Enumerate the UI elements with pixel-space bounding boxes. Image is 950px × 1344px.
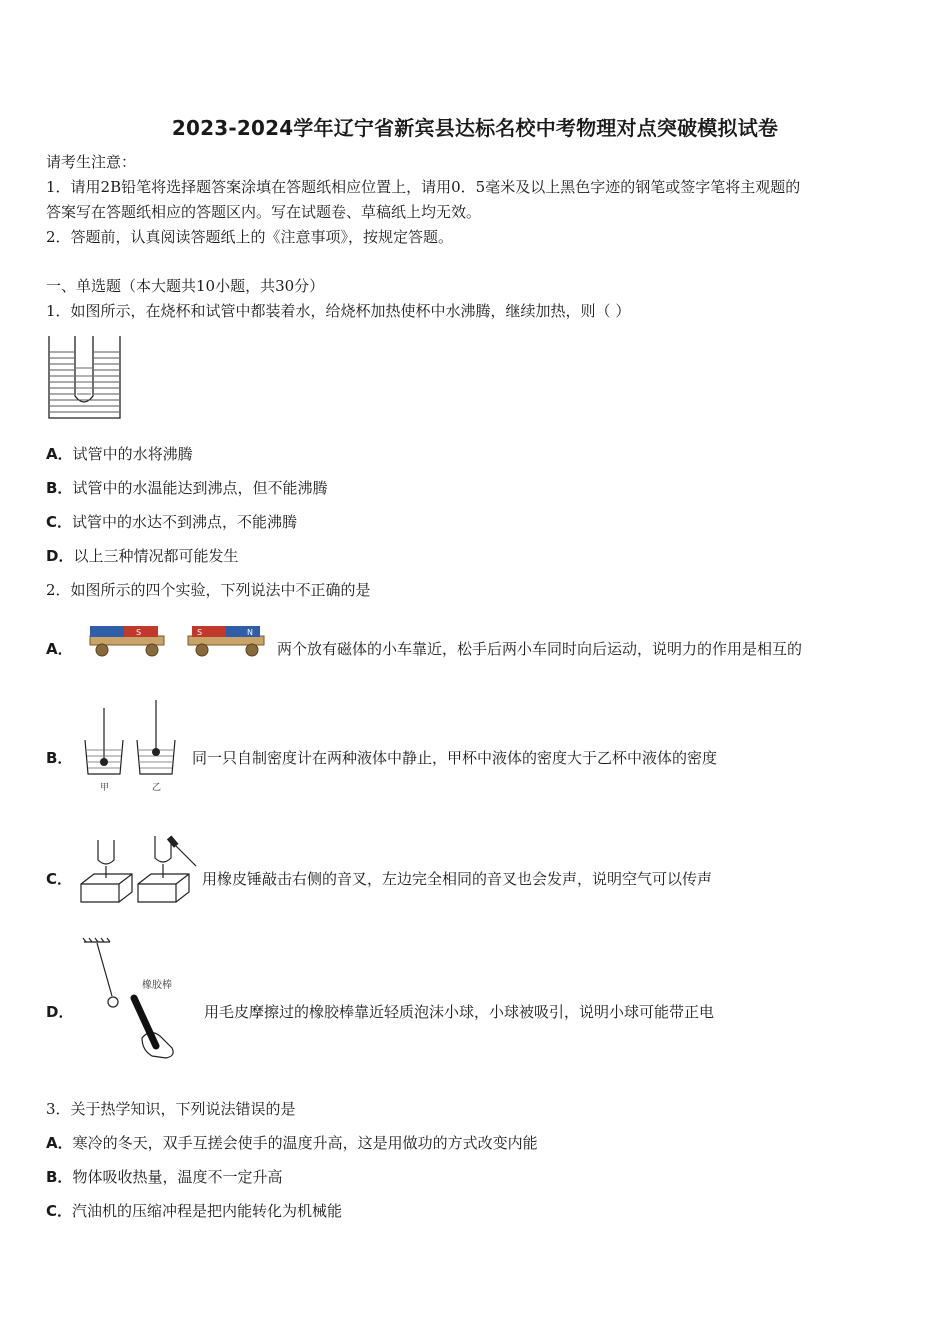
question-1-option-c[interactable]: [46, 512, 297, 532]
option-text: 试管中的水将沸腾: [72, 445, 193, 463]
option-text: 汽油机的压缩冲程是把内能转化为机械能: [72, 1202, 343, 1220]
option-letter: C．: [46, 513, 73, 531]
option-letter: C．: [46, 870, 73, 888]
notice-heading: 请考生注意：: [46, 153, 137, 171]
right-cart: [188, 626, 264, 656]
notice-item-1-line-1: 1．请用2B铅笔将选择题答案涂填在答题纸相应位置上，请用0．5毫米及以上黑色字迹的钢笔或签字笔将主观题的: [46, 178, 801, 196]
hydrometer-cups-figure: [80, 698, 190, 794]
option-letter: A．: [46, 640, 73, 658]
notice-item-1-line-2: 答案写在答题纸相应的答题区内。写在试题卷、草稿纸上均无效。: [46, 203, 482, 221]
question-1-stem: 1．如图所示，在烧杯和试管中都装着水，给烧杯加热使杯中水沸腾，继续加热，则（ ）: [46, 302, 631, 320]
tuning-forks-figure: [78, 832, 200, 904]
option-text: 物体吸收热量，温度不一定升高: [72, 1168, 283, 1186]
magnet-carts-figure: [84, 620, 274, 662]
rubber-rod-figure: [80, 936, 200, 1064]
question-3-option-b[interactable]: [46, 1167, 282, 1187]
left-magnet-s-label: S: [136, 628, 142, 637]
question-1-option-b[interactable]: [46, 478, 327, 498]
question-2-option-b-letter[interactable]: [46, 748, 72, 768]
question-2-option-d-letter[interactable]: [46, 1002, 73, 1022]
question-1-option-a[interactable]: [46, 444, 193, 464]
option-letter: A．: [46, 445, 73, 463]
question-2-option-a[interactable]: 两个放有磁体的小车靠近，松手后两小车同时向后运动，说明力的作用是相互的: [277, 640, 803, 658]
question-2-option-d[interactable]: 用毛皮摩擦过的橡胶棒靠近轻质泡沫小球，小球被吸引，说明小球可能带正电: [204, 1003, 715, 1021]
question-1-option-d[interactable]: [46, 546, 238, 566]
right-magnet-n-label: N: [247, 628, 253, 637]
section-heading: 一、单选题（本大题共10小题，共30分）: [46, 277, 325, 295]
question-3-stem: 3．关于热学知识，下列说法错误的是: [46, 1100, 296, 1118]
option-letter: C．: [46, 1202, 73, 1220]
option-text: 试管中的水温能达到沸点，但不能沸腾: [72, 479, 328, 497]
left-cart: [90, 626, 164, 656]
option-letter: D．: [46, 547, 74, 565]
option-letter: A．: [46, 1134, 73, 1152]
option-letter: B．: [46, 749, 73, 767]
option-text: 试管中的水达不到沸点，不能沸腾: [72, 513, 298, 531]
option-text: 以上三种情况都可能发生: [73, 547, 239, 565]
cup-b-label: 乙: [152, 783, 162, 793]
question-2-option-c[interactable]: 用橡皮锤敲击右侧的音叉，左边完全相同的音叉也会发声，说明空气可以传声: [202, 870, 713, 888]
notice-item-2: 2．答题前，认真阅读答题纸上的《注意事项》，按规定答题。: [46, 228, 454, 246]
beaker-test-tube-figure: [46, 334, 124, 422]
question-3-option-c[interactable]: [46, 1201, 342, 1221]
question-2-option-a-letter[interactable]: [46, 639, 73, 659]
option-letter: D．: [46, 1003, 74, 1021]
question-2-stem: 2．如图所示的四个实验，下列说法中不正确的是: [46, 581, 371, 599]
option-text: 寒冷的冬天，双手互搓会使手的温度升高，这是用做功的方式改变内能: [72, 1134, 538, 1152]
page-title: 2023-2024学年辽宁省新宾县达标名校中考物理对点突破模拟试卷: [171, 116, 779, 140]
cup-a-label: 甲: [100, 783, 110, 793]
rubber-rod-label: 橡胶棒: [142, 980, 172, 991]
right-magnet-s-label: S: [197, 628, 203, 637]
question-3-option-a[interactable]: [46, 1133, 538, 1153]
option-letter: B．: [46, 479, 73, 497]
question-2-option-b[interactable]: 同一只自制密度计在两种液体中静止，甲杯中液体的密度大于乙杯中液体的密度: [192, 749, 718, 767]
option-letter: B．: [46, 1168, 73, 1186]
question-2-option-c-letter[interactable]: [46, 869, 72, 889]
